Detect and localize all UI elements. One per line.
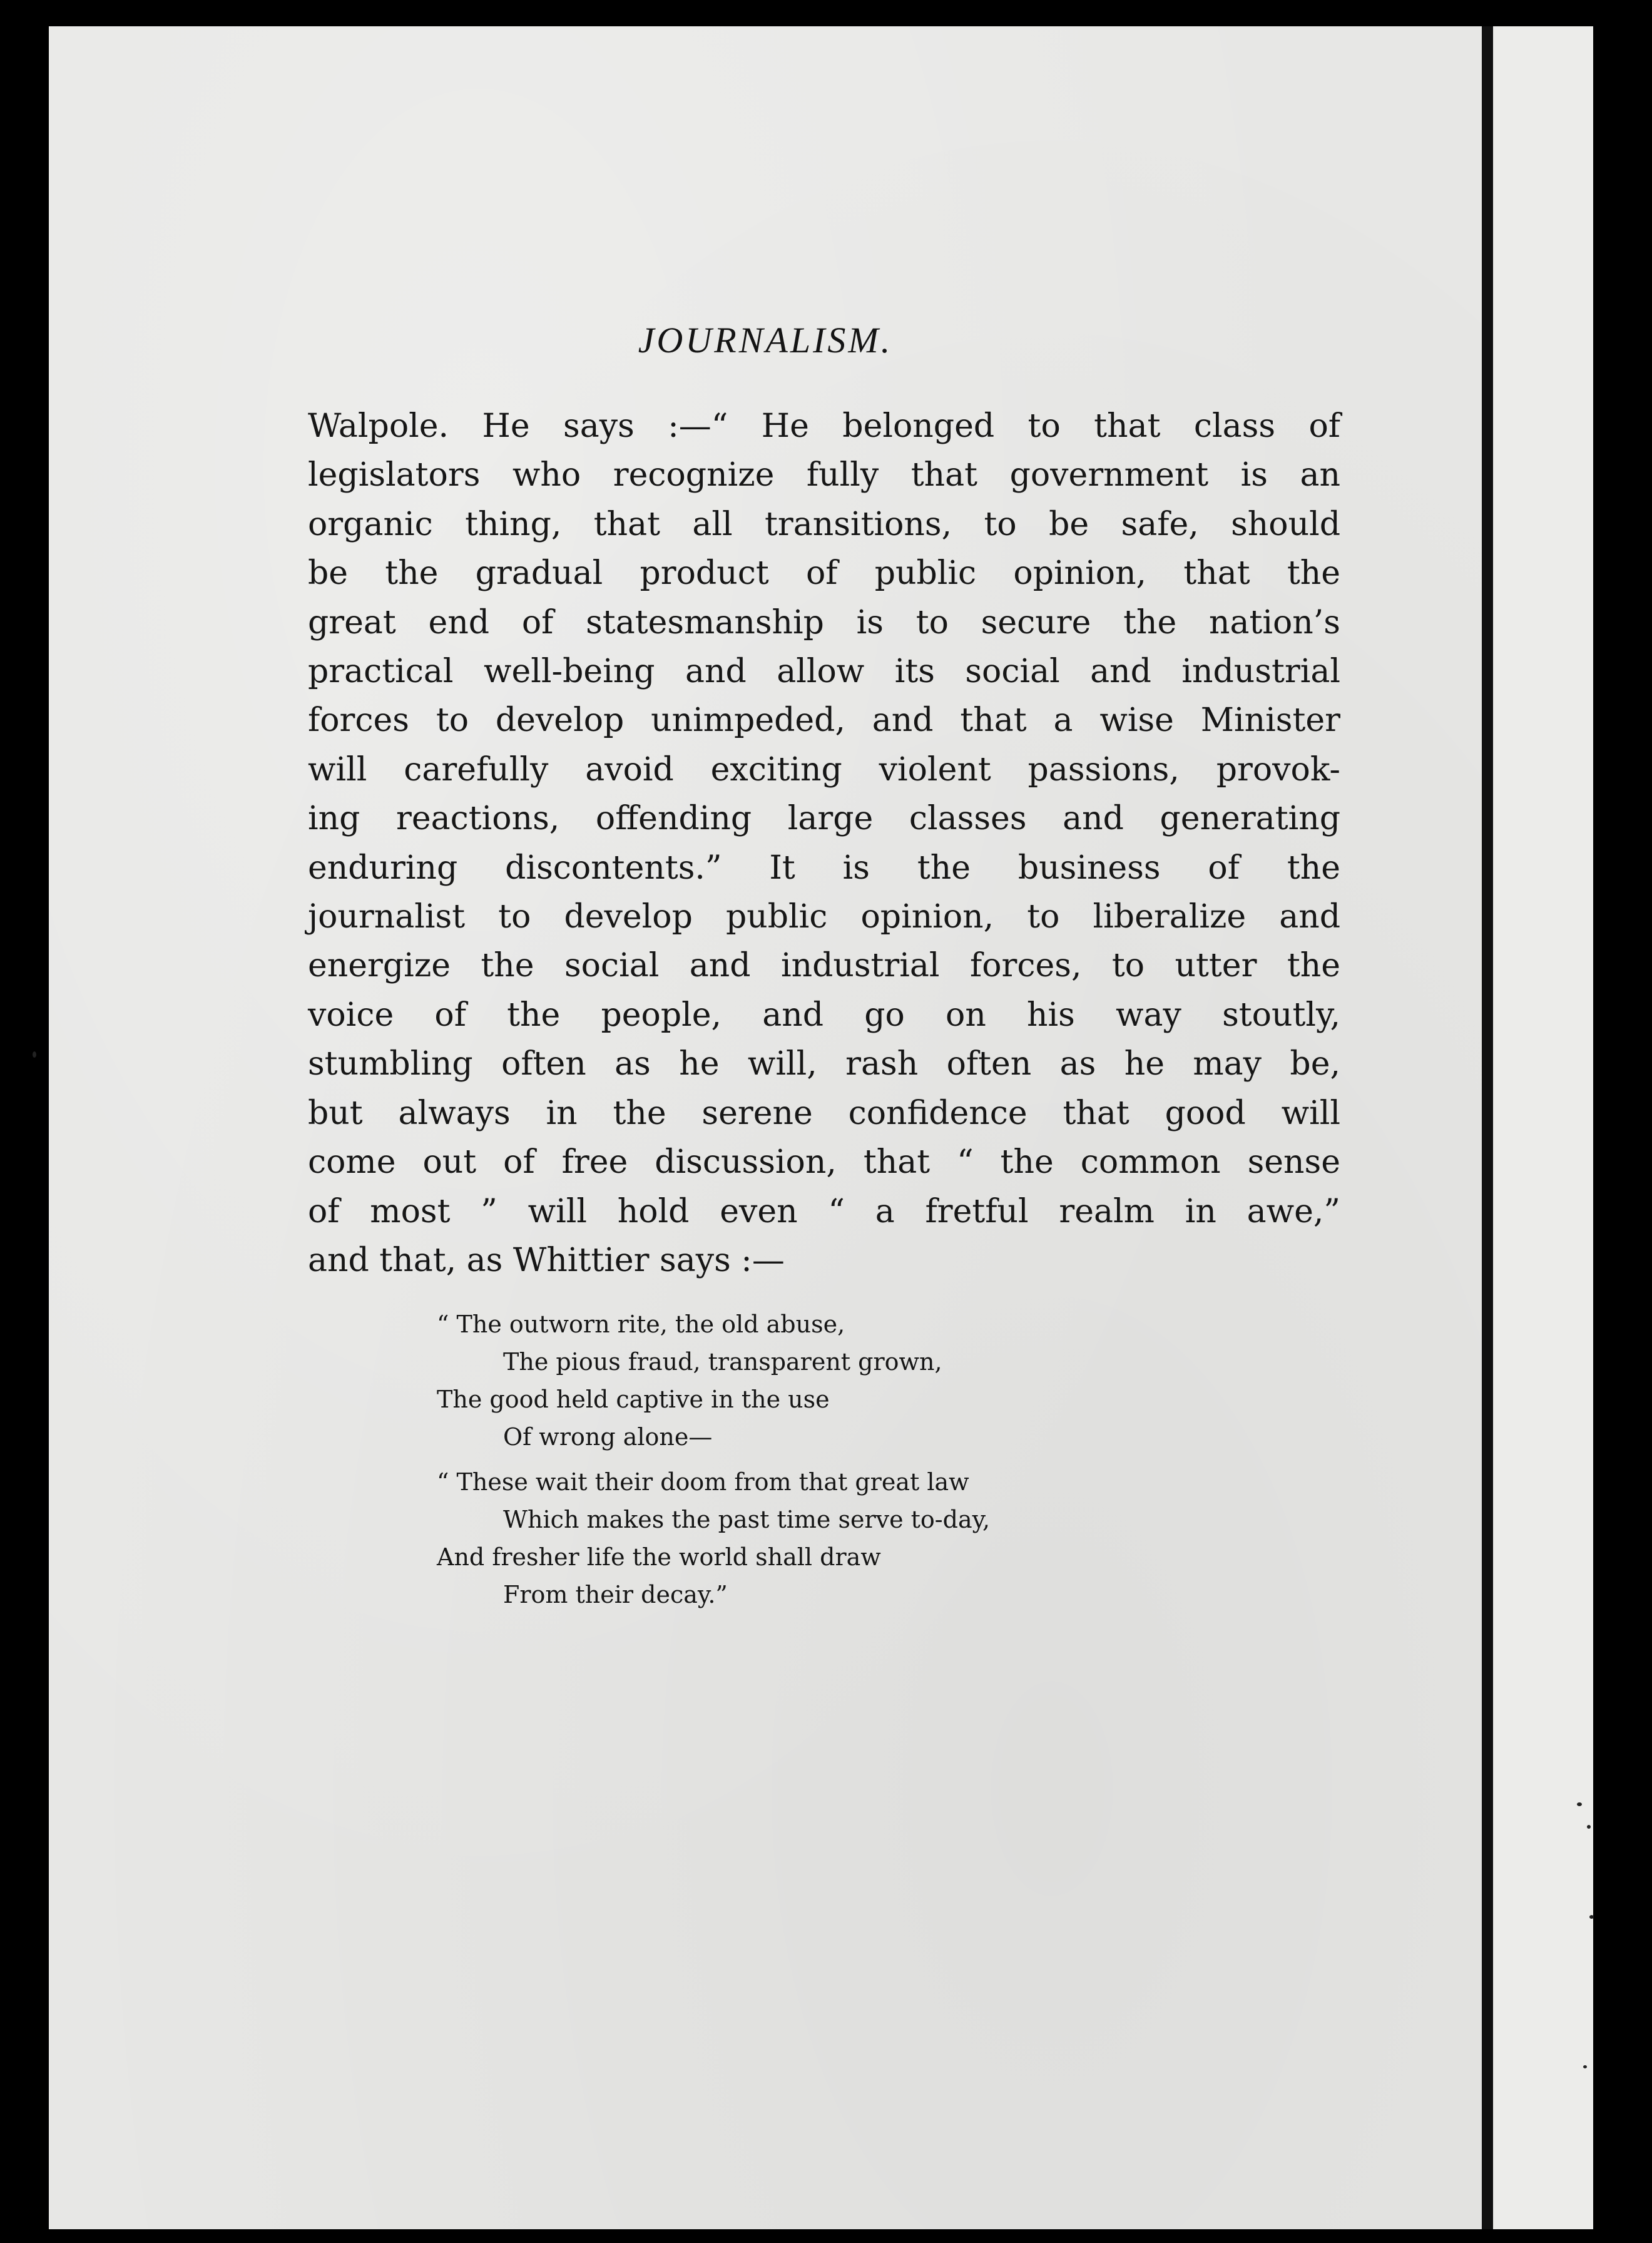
text-line: voice of the people, and go on his way stoutly, — [308, 996, 1340, 1034]
text-line: stumbling often as he will, rash often as he may be, — [308, 1045, 1340, 1083]
verse-line: “ These wait their doom from that great law — [437, 1468, 969, 1496]
text-line: ing reactions, offending large classes and generating — [308, 800, 1340, 838]
verse-line: The pious fraud, transparent grown, — [503, 1348, 942, 1376]
dust-speck — [33, 1051, 36, 1058]
dust-speck — [1587, 1825, 1591, 1829]
text-line: come out of free discussion, that “ the common sense — [308, 1143, 1340, 1182]
verse-line: Which makes the past time serve to-day, — [503, 1506, 991, 1533]
running-title: JOURNALISM. — [638, 320, 893, 360]
text-line: but always in the serene confidence that good will — [308, 1094, 1340, 1132]
dust-speck — [1577, 1802, 1582, 1806]
book-page — [49, 26, 1482, 2229]
verse-line: From their decay.” — [503, 1581, 728, 1608]
text-line: and that, as Whittier says :— — [308, 1241, 785, 1279]
verse-line: The good held captive in the use — [437, 1386, 830, 1413]
verse-stanza-2 — [437, 1463, 990, 1613]
text-line: Walpole. He says :—“ He belonged to that class of — [308, 407, 1340, 445]
text-line: of most ” will hold even “ a fretful realm in awe,” — [308, 1192, 1340, 1230]
text-line: journalist to develop public opinion, to liberalize and — [308, 898, 1340, 936]
text-line: enduring discontents.” It is the business of the — [308, 849, 1340, 887]
verse-line: And fresher life the world shall draw — [437, 1543, 881, 1571]
text-line: energize the social and industrial forces, to utter the — [308, 947, 1340, 985]
text-line: forces to develop unimpeded, and that a wise Minister — [308, 702, 1340, 740]
verse-line: Of wrong alone— — [503, 1423, 713, 1451]
text-line: organic thing, that all transitions, to be safe, should — [308, 505, 1340, 543]
text-line: great end of statesmanship is to secure the nation’s — [308, 603, 1340, 641]
verse-stanza-1 — [437, 1305, 942, 1456]
facing-page-edge — [1493, 26, 1593, 2229]
verse-line: “ The outworn rite, the old abuse, — [437, 1311, 845, 1338]
page-gutter — [1482, 26, 1493, 2229]
text-line: will carefully avoid exciting violent passions, provok- — [308, 750, 1340, 789]
text-line: practical well-being and allow its social and industrial — [308, 653, 1340, 691]
dust-speck — [1589, 1915, 1594, 1919]
dust-speck — [1583, 2065, 1587, 2068]
text-line: be the gradual product of public opinion, that the — [308, 554, 1340, 593]
body-paragraph — [308, 402, 1340, 1285]
text-line: legislators who recognize fully that government is an — [308, 456, 1340, 494]
